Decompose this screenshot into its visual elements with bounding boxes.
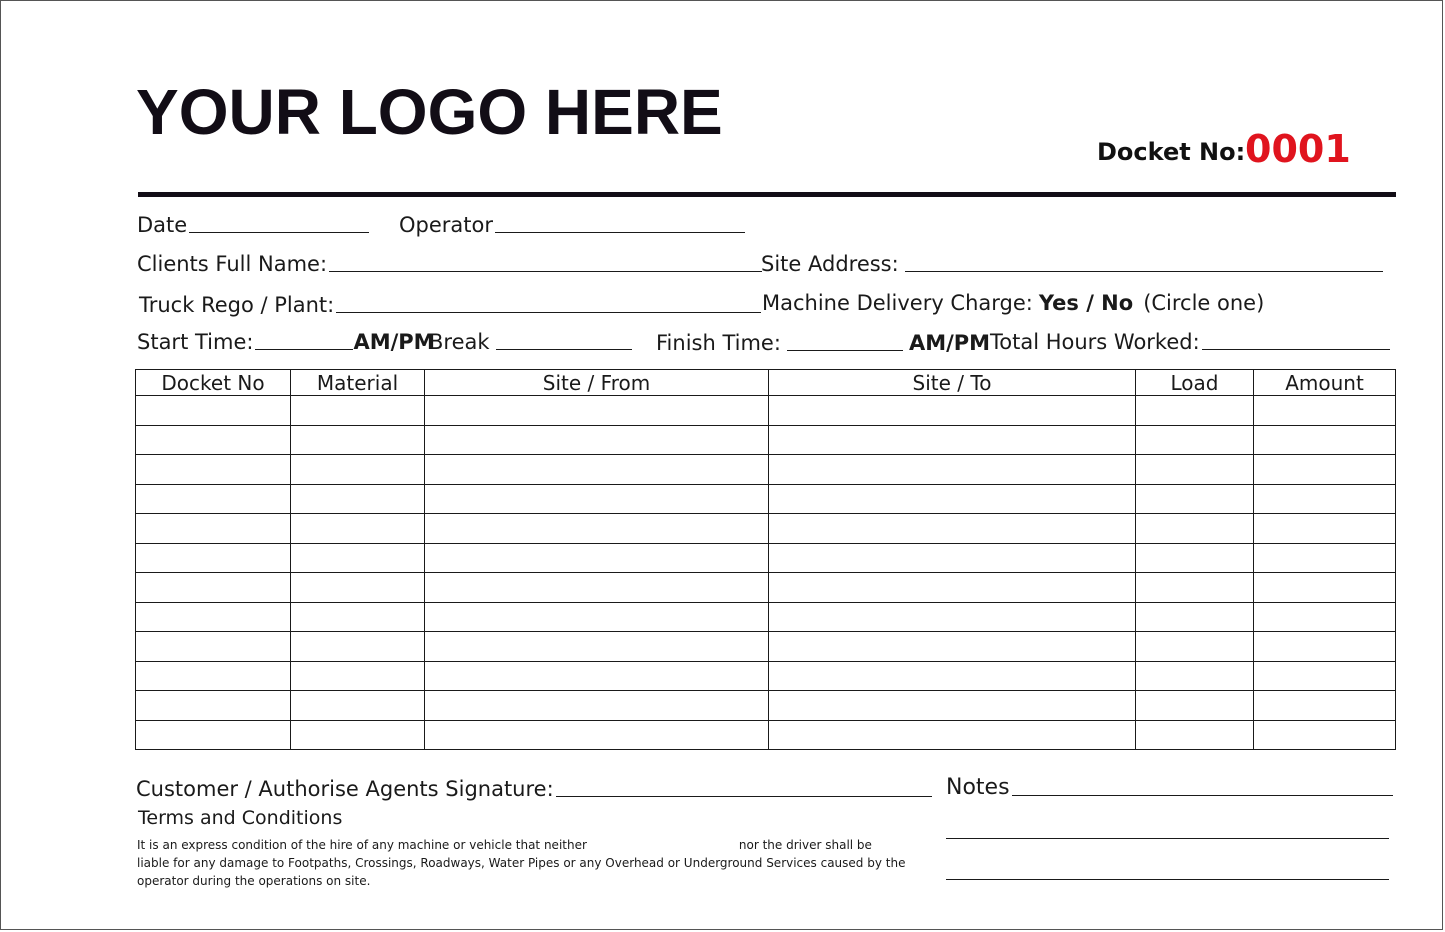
table-cell[interactable] (136, 455, 291, 485)
table-cell[interactable] (1254, 573, 1396, 603)
start-time-field[interactable] (137, 330, 435, 354)
finish-ampm: AM/PM (908, 331, 991, 355)
table-cell[interactable] (291, 720, 425, 750)
terms-text (137, 836, 907, 890)
start-ampm: AM/PM (353, 330, 435, 354)
terms-text-part1: It is an express condition of the hire of any machine or vehicle that neither (137, 838, 587, 852)
table-cell[interactable] (769, 455, 1136, 485)
table-cell[interactable] (291, 425, 425, 455)
table-cell[interactable] (1254, 543, 1396, 573)
table-cell[interactable] (136, 514, 291, 544)
table-cell[interactable] (425, 691, 769, 721)
signature-label: Customer / Authorise Agents Signature: (136, 777, 554, 801)
table-cell[interactable] (769, 396, 1136, 426)
table-cell[interactable] (1254, 632, 1396, 662)
finish-time-field[interactable] (656, 331, 990, 355)
notes-line-2[interactable] (946, 838, 1389, 839)
machine-delivery-label: Machine Delivery Charge: (762, 291, 1033, 315)
column-header-amount: Amount (1254, 370, 1396, 396)
table-cell[interactable] (425, 573, 769, 603)
table-cell[interactable] (1136, 396, 1254, 426)
table-cell[interactable] (425, 396, 769, 426)
table-cell[interactable] (136, 691, 291, 721)
table-cell[interactable] (136, 661, 291, 691)
table-row (136, 484, 1396, 514)
clients-name-line[interactable] (329, 270, 762, 272)
table-cell[interactable] (136, 425, 291, 455)
table-cell[interactable] (769, 691, 1136, 721)
column-header-site-from: Site / From (425, 370, 769, 396)
table-cell[interactable] (136, 396, 291, 426)
table-cell[interactable] (425, 514, 769, 544)
table-cell[interactable] (1254, 514, 1396, 544)
notes-field[interactable] (946, 775, 1393, 800)
notes-line-3[interactable] (946, 879, 1389, 880)
table-cell[interactable] (291, 484, 425, 514)
docket-number: 0001 (1245, 127, 1351, 171)
truck-rego-line[interactable] (336, 311, 761, 313)
table-cell[interactable] (1254, 691, 1396, 721)
docket-table (135, 369, 1396, 750)
table-cell[interactable] (291, 396, 425, 426)
operator-line[interactable] (495, 231, 745, 233)
start-time-line[interactable] (255, 348, 353, 350)
table-cell[interactable] (136, 484, 291, 514)
yes-no-options[interactable]: Yes / No (1038, 291, 1134, 315)
table-header-row (136, 370, 1396, 396)
break-label: Break (429, 330, 490, 354)
table-cell[interactable] (425, 632, 769, 662)
table-cell[interactable] (1254, 425, 1396, 455)
table-cell[interactable] (769, 514, 1136, 544)
table-cell[interactable] (1136, 661, 1254, 691)
column-header-material: Material (291, 370, 425, 396)
table-row (136, 514, 1396, 544)
column-header-site-to: Site / To (769, 370, 1136, 396)
table-cell[interactable] (425, 602, 769, 632)
table-cell[interactable] (1254, 602, 1396, 632)
table-cell[interactable] (769, 661, 1136, 691)
finish-time-line[interactable] (787, 349, 903, 351)
table-cell[interactable] (769, 573, 1136, 603)
date-field[interactable] (137, 213, 369, 237)
column-header-docket-no: Docket No (136, 370, 291, 396)
start-time-label: Start Time: (137, 330, 254, 354)
table-cell[interactable] (769, 543, 1136, 573)
table-cell[interactable] (1136, 691, 1254, 721)
table-cell[interactable] (1136, 514, 1254, 544)
notes-line-1[interactable] (1012, 794, 1393, 796)
finish-time-label: Finish Time: (656, 331, 781, 355)
break-line[interactable] (496, 348, 632, 350)
truck-rego-label: Truck Rego / Plant: (139, 293, 335, 317)
table-cell[interactable] (291, 455, 425, 485)
total-hours-field[interactable] (990, 330, 1390, 354)
table-cell[interactable] (291, 602, 425, 632)
table-cell[interactable] (136, 602, 291, 632)
total-hours-line[interactable] (1202, 348, 1390, 350)
site-address-field[interactable] (761, 252, 1383, 276)
table-row (136, 691, 1396, 721)
table-cell[interactable] (291, 514, 425, 544)
table-cell[interactable] (291, 573, 425, 603)
table-cell[interactable] (769, 484, 1136, 514)
signature-line[interactable] (556, 795, 932, 797)
operator-field[interactable] (399, 213, 745, 237)
table-row (136, 632, 1396, 662)
table-body (136, 396, 1396, 750)
table-cell[interactable] (769, 425, 1136, 455)
table-cell[interactable] (1136, 543, 1254, 573)
terms-text-part2: nor the driver shall be liable for any damage to Footpaths, Crossings, Roadways, Water Pipes or any Overhead or Underground Services caused by the operator during the operations on site. (137, 838, 906, 888)
clients-name-field[interactable] (137, 252, 762, 276)
table-cell[interactable] (1136, 573, 1254, 603)
docket-label: Docket No: (1097, 138, 1246, 166)
table-cell[interactable] (425, 455, 769, 485)
logo-placeholder: YOUR LOGO HERE (136, 76, 723, 148)
table-cell[interactable] (136, 543, 291, 573)
signature-field[interactable] (136, 777, 932, 801)
table-cell[interactable] (1136, 425, 1254, 455)
total-hours-label: Total Hours Worked: (990, 330, 1200, 354)
table-row (136, 573, 1396, 603)
table-row (136, 425, 1396, 455)
date-label: Date (137, 213, 188, 237)
table-cell[interactable] (291, 543, 425, 573)
table-cell[interactable] (1136, 455, 1254, 485)
table-cell[interactable] (1136, 720, 1254, 750)
notes-label: Notes (946, 775, 1010, 800)
table-cell[interactable] (291, 661, 425, 691)
table-cell[interactable] (1136, 632, 1254, 662)
table-cell[interactable] (136, 573, 291, 603)
table-cell[interactable] (1254, 661, 1396, 691)
table-row (136, 396, 1396, 426)
header-divider (138, 192, 1396, 197)
date-line[interactable] (189, 231, 369, 233)
terms-title: Terms and Conditions (138, 807, 343, 829)
table-cell[interactable] (1254, 396, 1396, 426)
table-cell[interactable] (769, 602, 1136, 632)
table-row (136, 720, 1396, 750)
table-cell[interactable] (425, 720, 769, 750)
clients-name-label: Clients Full Name: (137, 252, 328, 276)
table-cell[interactable] (425, 484, 769, 514)
table-cell[interactable] (769, 632, 1136, 662)
machine-delivery-field[interactable] (762, 291, 1264, 315)
truck-rego-field[interactable] (139, 293, 761, 317)
site-address-line[interactable] (905, 270, 1383, 272)
table-cell[interactable] (1254, 484, 1396, 514)
table-cell[interactable] (1254, 455, 1396, 485)
column-header-load: Load (1136, 370, 1254, 396)
table-cell[interactable] (291, 691, 425, 721)
table-row (136, 602, 1396, 632)
table-row (136, 661, 1396, 691)
table-cell[interactable] (1136, 602, 1254, 632)
site-address-label: Site Address: (761, 252, 899, 276)
table-cell[interactable] (136, 720, 291, 750)
table-cell[interactable] (1136, 484, 1254, 514)
break-field[interactable] (429, 330, 632, 354)
circle-one-note: (Circle one) (1143, 291, 1265, 315)
table-cell[interactable] (425, 425, 769, 455)
table-cell[interactable] (425, 543, 769, 573)
table-row (136, 455, 1396, 485)
table-row (136, 543, 1396, 573)
table-cell[interactable] (1254, 720, 1396, 750)
table-cell[interactable] (136, 632, 291, 662)
operator-label: Operator (399, 213, 493, 237)
table-cell[interactable] (291, 632, 425, 662)
table-cell[interactable] (425, 661, 769, 691)
table-cell[interactable] (769, 720, 1136, 750)
